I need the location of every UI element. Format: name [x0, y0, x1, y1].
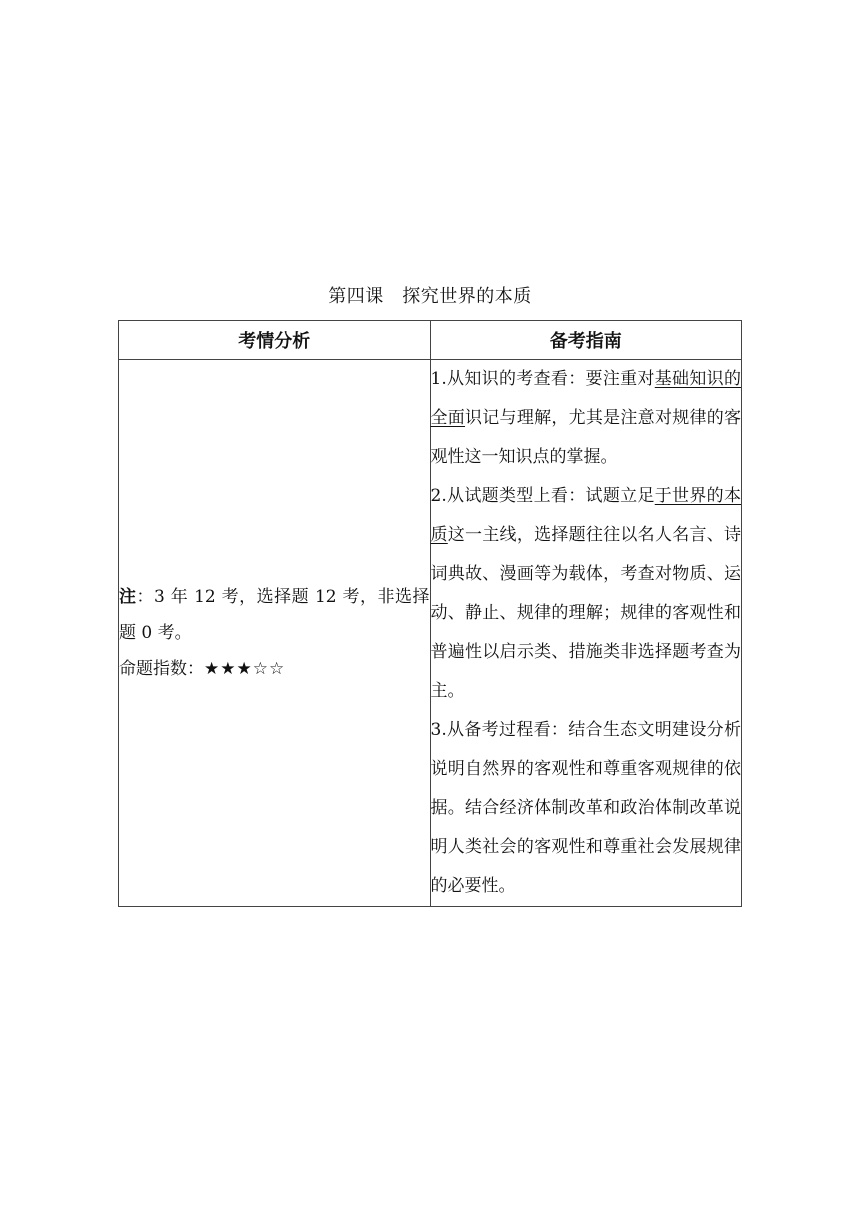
note-label: 注	[119, 587, 137, 607]
lesson-title: 第四课 探究世界的本质	[328, 286, 532, 307]
table-body-row	[119, 360, 742, 907]
note-paragraph	[119, 579, 430, 651]
note-text: ：3 年 12 考，选择题 12 考，非选择题 0 考。	[119, 587, 430, 643]
guide-point-1-rest: 识记与理解，尤其是注意对规律的客观性这一知识点的掌握。	[430, 408, 742, 467]
guide-point-2-text: 2.从试题类型上看：试题立足	[430, 486, 655, 506]
guide-point-3: 3.从备考过程看：结合生态文明建设分析说明自然界的客观性和尊重客观规律的依据。结合经济体制改革和政治体制改革说明人类社会的客观性和尊重社会发展规律的必要性。	[430, 720, 741, 896]
guide-point-1	[431, 360, 742, 477]
study-guide-cell	[430, 360, 742, 907]
exam-analysis-cell	[119, 360, 431, 907]
rating-label: 命题指数：	[119, 659, 204, 679]
guide-point-1-text: 1.从知识的考查看：要注重对	[430, 369, 655, 389]
guide-point-1-underlined: 基础知识的全面	[430, 369, 741, 428]
exam-analysis-table	[118, 320, 742, 907]
table-header-row	[119, 321, 742, 360]
guide-point-2-rest: 这一主线，选择题往往以名人名言、诗词典故、漫画等为载体，考查对物质、运动、静止、规律的理解；规律的客观性和普遍性以启示类、措施类非选择题考查为主。	[430, 525, 742, 701]
rating-stars: ★★★☆☆	[204, 659, 286, 679]
header-study-guide: 备考指南	[430, 321, 742, 360]
header-exam-analysis: 考情分析	[119, 321, 431, 360]
guide-point-2	[431, 477, 742, 711]
guide-point-2-underlined: 于世界的本质	[430, 486, 741, 545]
rating-paragraph	[119, 651, 430, 687]
